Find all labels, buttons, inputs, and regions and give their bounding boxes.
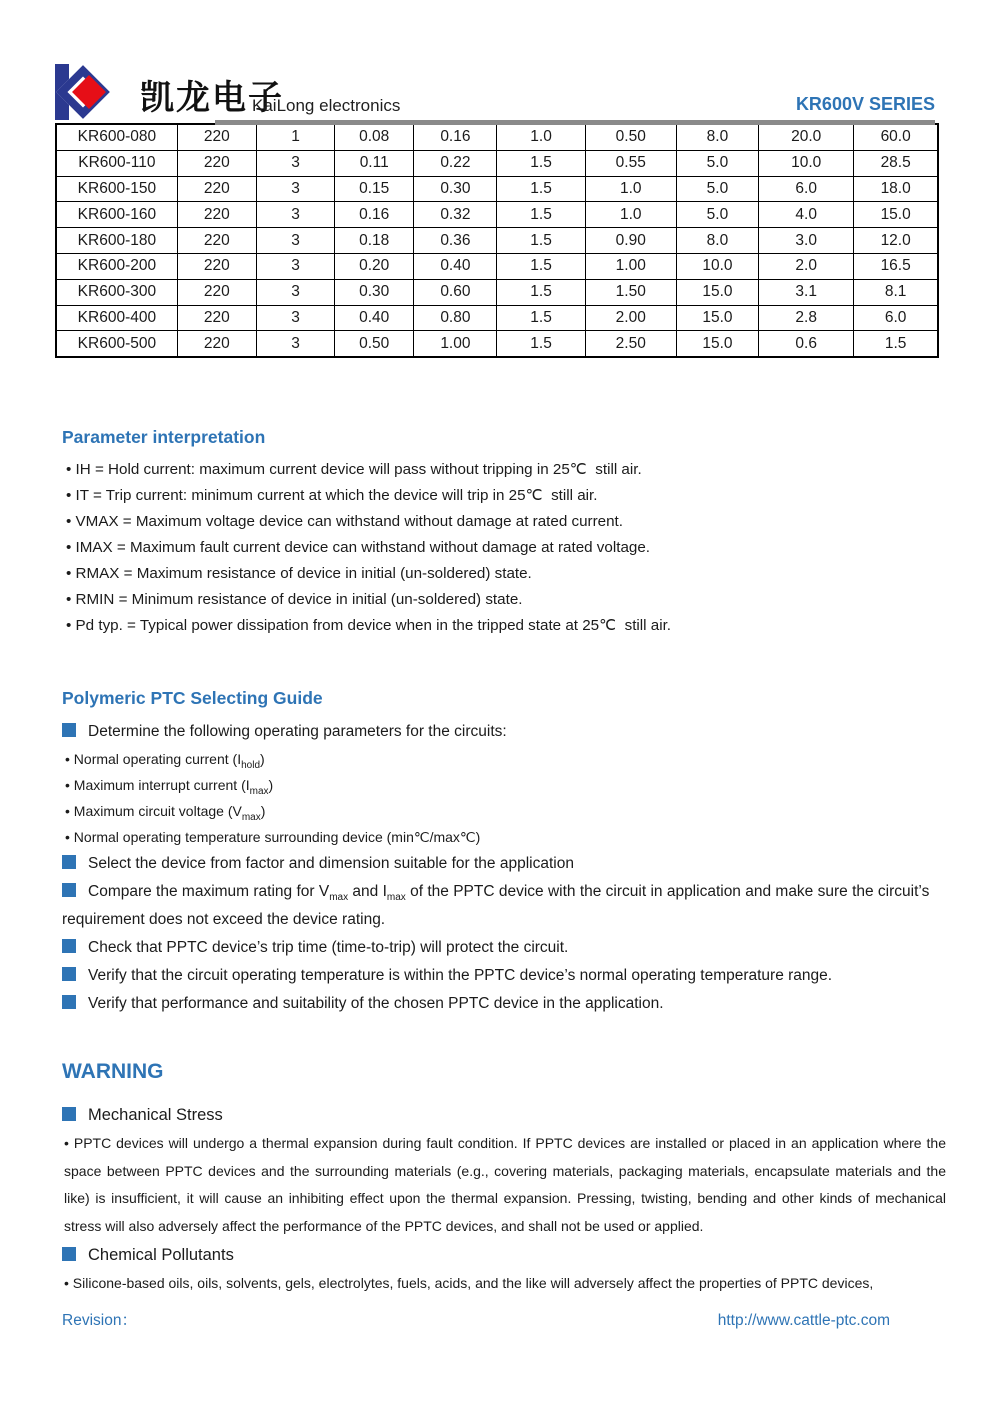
table-cell: 10.0 — [759, 150, 854, 176]
warning-subheading-text: Mechanical Stress — [88, 1106, 223, 1124]
table-row — [56, 279, 938, 305]
table-cell: 60.0 — [854, 124, 938, 150]
table-cell: 1.00 — [585, 253, 676, 279]
table-cell: 15.0 — [676, 305, 758, 331]
guide-item: • Maximum circuit voltage $(V_{max})$ — [65, 803, 266, 823]
warning-paragraph: • PPTC devices will undergo a thermal expansion during fault condition. If PPTC devices are installed or placed in an application where the space between PPTC devices and the surrounding materials (e.g., covering materials, packaging materials, encapsulate materials and the like) is insufficient, it will cause an inhibiting effect upon the thermal expansion. Pressing, twisting, bending and other kinds of mechanical stress will also adversely affect the performance of the PPTC devices, and shall not be used or applied. — [64, 1135, 946, 1234]
table-cell: 3 — [256, 150, 334, 176]
guide-item: Compare the maximum rating for $V_{max}$ and $I_{max}$ of the PPTC device with the circuit in application and make sure the circuit’s requirement does not exceed the device rating. — [62, 883, 930, 928]
table-cell: 3 — [256, 279, 334, 305]
company-logo — [55, 62, 139, 124]
table-cell: 0.6 — [759, 331, 854, 357]
parameter-item-text: IMAX = Maximum fault current device can withstand without damage at rated voltage. — [75, 539, 651, 556]
table-cell: 3 — [256, 228, 334, 254]
table-cell: 1.5 — [497, 176, 585, 202]
table-cell: KR600-180 — [56, 228, 177, 254]
table-cell: 0.55 — [585, 150, 676, 176]
guide-item: • Normal operating temperature surrounding device (min℃/max℃) — [65, 829, 481, 845]
table-cell: 3.0 — [759, 228, 854, 254]
table-row — [56, 228, 938, 254]
warning-section — [62, 1060, 946, 1298]
table-cell: 1.5 — [854, 331, 938, 357]
table-cell: 220 — [177, 253, 256, 279]
table-cell: 1.5 — [497, 253, 585, 279]
section-title-parameter-interpretation: Parameter interpretation — [62, 427, 266, 447]
table-cell: 220 — [177, 305, 256, 331]
parameter-item-text: IT = Trip current: minimum current at which the device will trip in 25℃ still air. — [75, 487, 598, 504]
table-cell: 0.50 — [335, 331, 414, 357]
table-cell: KR600-080 — [56, 124, 177, 150]
table-cell: 1.0 — [497, 124, 585, 150]
parameter-item — [62, 613, 942, 639]
table-cell: 1.5 — [497, 228, 585, 254]
table-cell: 0.08 — [335, 124, 414, 150]
table-cell: 6.0 — [854, 305, 938, 331]
table-cell: 0.22 — [414, 150, 497, 176]
guide-item: Select the device from factor and dimension suitable for the application — [62, 850, 948, 878]
bullet-dot-icon: • — [66, 591, 76, 608]
table-cell: 0.40 — [414, 253, 497, 279]
bullet-dot-icon: • — [66, 513, 76, 530]
parameter-item — [62, 535, 942, 561]
bullet-square-icon — [62, 883, 76, 897]
table-cell: 5.0 — [676, 202, 758, 228]
guide-item: Check that PPTC device’s trip time (time-to-trip) will protect the circuit. — [62, 934, 948, 962]
bullet-dot-icon: • — [66, 539, 76, 556]
parameter-list — [62, 457, 942, 639]
bullet-dot-icon: • — [65, 803, 74, 819]
table-cell: 4.0 — [759, 202, 854, 228]
series-title: KR600V SERIES — [795, 94, 935, 114]
table-cell: 220 — [177, 124, 256, 150]
table-cell: 0.30 — [335, 279, 414, 305]
table-row — [56, 124, 938, 150]
table-cell: 1.5 — [497, 331, 585, 357]
table-cell: 10.0 — [676, 253, 758, 279]
table-cell: 5.0 — [676, 176, 758, 202]
parameter-item-text: RMIN = Minimum resistance of device in initial (un-soldered) state. — [75, 591, 523, 608]
table-cell: 5.0 — [676, 150, 758, 176]
section-title-warning: WARNING — [62, 1060, 164, 1083]
spec-table-body — [56, 124, 938, 357]
bullet-square-icon — [62, 995, 76, 1009]
warning-subheading — [62, 1240, 946, 1270]
table-cell: 6.0 — [759, 176, 854, 202]
table-cell: KR600-150 — [56, 176, 177, 202]
guide-item: • Maximum interrupt current $(I_{max})$ — [65, 777, 274, 797]
warning-subsections — [62, 1100, 946, 1298]
warning-subheading-text: Chemical Pollutants — [88, 1246, 234, 1264]
bullet-dot-icon: • — [66, 565, 76, 582]
table-row — [56, 331, 938, 357]
table-cell: 2.0 — [759, 253, 854, 279]
header-divider — [215, 120, 935, 125]
section-title-selecting-guide: Polymeric PTC Selecting Guide — [62, 688, 323, 708]
parameter-item — [62, 587, 942, 613]
table-cell: 0.80 — [414, 305, 497, 331]
guide-list — [62, 718, 948, 1018]
table-cell: 0.40 — [335, 305, 414, 331]
table-cell: 3 — [256, 253, 334, 279]
table-cell: 8.0 — [676, 124, 758, 150]
parameter-item — [62, 457, 942, 483]
bullet-dot-icon: • — [66, 487, 76, 504]
company-name: KaiLong electronics — [252, 96, 401, 115]
table-cell: 0.32 — [414, 202, 497, 228]
table-cell: 220 — [177, 202, 256, 228]
table-cell: 1.5 — [497, 279, 585, 305]
table-cell: 2.8 — [759, 305, 854, 331]
bullet-dot-icon: • — [66, 617, 76, 634]
guide-item: • Normal operating current $(I_{hold})$ — [65, 751, 265, 771]
parameter-item-text: RMAX = Maximum resistance of device in initial (un-soldered) state. — [75, 565, 532, 582]
guide-item: Verify that the circuit operating temperature is within the PPTC device’s normal operating temperature range. — [62, 962, 948, 990]
spec-table — [55, 123, 939, 358]
selecting-guide-section — [62, 688, 948, 1018]
table-cell: 1.5 — [497, 305, 585, 331]
table-row — [56, 253, 938, 279]
bullet-square-icon — [62, 939, 76, 953]
warning-subheading — [62, 1100, 946, 1130]
parameter-item — [62, 509, 942, 535]
table-cell: 0.11 — [335, 150, 414, 176]
table-cell: 0.50 — [585, 124, 676, 150]
bullet-square-icon — [62, 967, 76, 981]
table-cell: 2.00 — [585, 305, 676, 331]
table-cell: 0.16 — [335, 202, 414, 228]
table-cell: KR600-160 — [56, 202, 177, 228]
bullet-dot-icon: • — [66, 461, 76, 478]
table-cell: KR600-200 — [56, 253, 177, 279]
table-cell: 1 — [256, 124, 334, 150]
table-cell: 220 — [177, 279, 256, 305]
table-cell: 8.1 — [854, 279, 938, 305]
table-row — [56, 150, 938, 176]
table-cell: KR600-400 — [56, 305, 177, 331]
table-cell: 220 — [177, 331, 256, 357]
table-row — [56, 176, 938, 202]
revision-label: Revision： — [62, 1312, 137, 1329]
company-name-chinese: 凯龙电子 — [140, 78, 284, 118]
table-cell: 15.0 — [676, 331, 758, 357]
table-cell: 220 — [177, 176, 256, 202]
table-cell: 0.60 — [414, 279, 497, 305]
bullet-dot-icon: • — [65, 829, 74, 845]
table-cell: 1.5 — [497, 202, 585, 228]
table-cell: 0.15 — [335, 176, 414, 202]
table-cell: 220 — [177, 228, 256, 254]
table-cell: 1.0 — [585, 202, 676, 228]
parameter-item-text: IH = Hold current: maximum current device will pass without tripping in 25℃ still air. — [75, 461, 642, 478]
table-cell: KR600-500 — [56, 331, 177, 357]
table-row — [56, 202, 938, 228]
bullet-dot-icon: • — [65, 777, 74, 793]
table-cell: 220 — [177, 150, 256, 176]
table-cell: 2.50 — [585, 331, 676, 357]
table-cell: 16.5 — [854, 253, 938, 279]
table-cell: 15.0 — [676, 279, 758, 305]
table-cell: 3 — [256, 176, 334, 202]
table-cell: 3 — [256, 305, 334, 331]
website-link[interactable]: http://www.cattle-ptc.com — [717, 1312, 890, 1329]
guide-item: Determine the following operating parameters for the circuits: — [62, 718, 948, 746]
table-cell: 8.0 — [676, 228, 758, 254]
table-cell: 18.0 — [854, 176, 938, 202]
page-footer — [62, 1308, 938, 1330]
table-cell: 0.20 — [335, 253, 414, 279]
table-cell: 1.0 — [585, 176, 676, 202]
table-cell: 0.30 — [414, 176, 497, 202]
guide-item: Verify that performance and suitability of the chosen PPTC device in the application. — [62, 990, 948, 1018]
bullet-square-icon — [62, 1107, 76, 1121]
table-cell: 3 — [256, 202, 334, 228]
bullet-square-icon — [62, 1247, 76, 1261]
table-cell: 3.1 — [759, 279, 854, 305]
table-cell: KR600-110 — [56, 150, 177, 176]
table-cell: 20.0 — [759, 124, 854, 150]
table-cell: 0.18 — [335, 228, 414, 254]
table-cell: 15.0 — [854, 202, 938, 228]
parameter-item-text: VMAX = Maximum voltage device can withstand without damage at rated current. — [75, 513, 623, 530]
table-cell: 0.90 — [585, 228, 676, 254]
table-cell: 12.0 — [854, 228, 938, 254]
warning-paragraph: • Silicone-based oils, oils, solvents, gels, electrolytes, fuels, acids, and the like will adversely affect the properties of PPTC devices, — [64, 1275, 874, 1291]
parameter-item — [62, 561, 942, 587]
table-cell: 28.5 — [854, 150, 938, 176]
table-cell: 3 — [256, 331, 334, 357]
bullet-dot-icon: • — [65, 751, 74, 767]
parameter-item — [62, 483, 942, 509]
table-cell: 1.5 — [497, 150, 585, 176]
parameter-item-text: Pd typ. = Typical power dissipation from device when in the tripped state at 25℃ still air. — [75, 617, 672, 634]
table-cell: 0.16 — [414, 124, 497, 150]
bullet-square-icon — [62, 855, 76, 869]
table-cell: KR600-300 — [56, 279, 177, 305]
table-cell: 0.36 — [414, 228, 497, 254]
table-cell: 1.50 — [585, 279, 676, 305]
table-cell: 1.00 — [414, 331, 497, 357]
table-row — [56, 305, 938, 331]
parameter-interpretation-section — [62, 427, 942, 639]
bullet-square-icon — [62, 723, 76, 737]
